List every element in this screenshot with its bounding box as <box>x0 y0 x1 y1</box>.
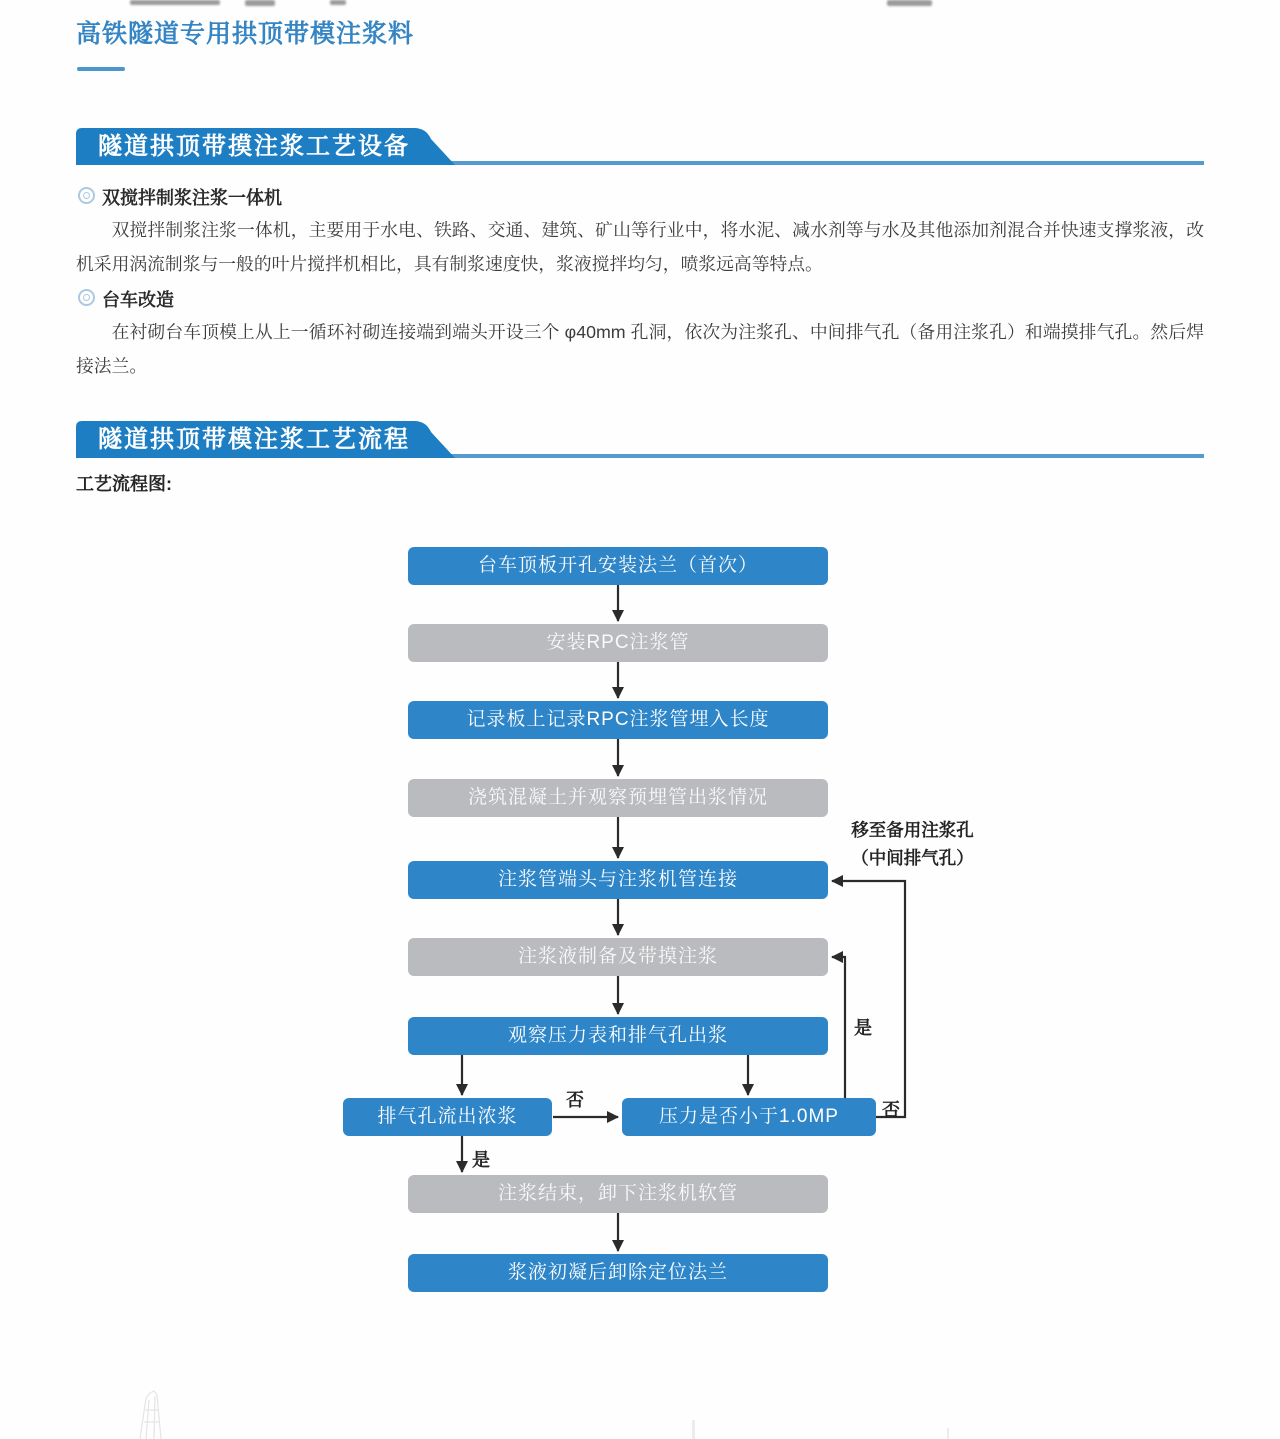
flow-node-prepare-grout: 注浆液制备及带摸注浆 <box>408 938 828 976</box>
ring-bullet-icon <box>78 289 95 306</box>
flow-node-pressure-check: 压力是否小于1.0MP <box>622 1098 876 1136</box>
flow-node-thick-grout: 排气孔流出浓浆 <box>343 1098 552 1136</box>
flow-note-backup-hole <box>830 816 995 872</box>
top-edge-artifact <box>887 0 932 6</box>
flow-node-install-pipe: 安装RPC注浆管 <box>408 624 828 662</box>
flow-node-drill-flange: 台车顶板开孔安装法兰（首次） <box>408 547 828 585</box>
bullet-heading: 双搅拌制浆注浆一体机 <box>102 188 282 208</box>
top-edge-artifact <box>130 0 220 5</box>
flow-node-finish-grout: 注浆结束，卸下注浆机软管 <box>408 1175 828 1213</box>
building-watermark-icon <box>130 1390 182 1439</box>
section-banner-title: 隧道拱顶带摸注浆工艺设备 <box>98 133 410 160</box>
top-edge-artifact <box>245 0 275 6</box>
page-edge-artifact <box>947 1428 949 1439</box>
top-edge-artifact <box>330 0 346 5</box>
section-banner-title: 隧道拱顶带模注浆工艺流程 <box>98 426 410 453</box>
title-underline <box>77 67 125 71</box>
flow-note-line2: （中间排气孔） <box>851 848 974 868</box>
flow-node-remove-flange: 浆液初凝后卸除定位法兰 <box>408 1254 828 1292</box>
flow-node-pour-concrete: 浇筑混凝土并观察预埋管出浆情况 <box>408 779 828 817</box>
bullet-item-mixer <box>76 184 1204 208</box>
flow-node-record-length: 记录板上记录RPC注浆管埋入长度 <box>408 701 828 739</box>
flow-node-connect-pipe: 注浆管端头与注浆机管连接 <box>408 861 828 899</box>
flow-note-line1: 移至备用注浆孔 <box>851 820 974 840</box>
section-banner-process <box>76 421 460 458</box>
edge-label-no-mid: 否 <box>566 1090 584 1110</box>
paragraph-trolley: 在衬砌台车顶模上从上一循环衬砌连接端到端头开设三个 φ40mm 孔洞，依次为注浆孔、中间排气孔（备用注浆孔）和端摸排气孔。然后焊接法兰。 <box>76 322 1204 376</box>
edge-label-yes-down: 是 <box>472 1150 490 1170</box>
page-edge-artifact <box>692 1420 695 1439</box>
ring-bullet-icon <box>78 187 95 204</box>
flow-node-observe-gauge: 观察压力表和排气孔出浆 <box>408 1017 828 1055</box>
page-title: 高铁隧道专用拱顶带模注浆料 <box>76 20 415 48</box>
paragraph-mixer: 双搅拌制浆注浆一体机，主要用于水电、铁路、交通、建筑、矿山等行业中，将水泥、减水剂等与水及其他添加剂混合并快速支撑浆液，改机采用涡流制浆与一般的叶片搅拌机相比，具有制浆速度快，浆液搅拌均匀，喷浆远高等特点。 <box>76 220 1204 274</box>
flow-diagram-label: 工艺流程图: <box>76 474 172 494</box>
edge-label-yes-inner: 是 <box>854 1018 872 1038</box>
bullet-heading: 台车改造 <box>102 290 174 310</box>
bullet-item-trolley <box>76 286 1204 310</box>
edge-label-no-outer: 否 <box>882 1100 900 1120</box>
section-banner-equipment <box>76 128 460 165</box>
